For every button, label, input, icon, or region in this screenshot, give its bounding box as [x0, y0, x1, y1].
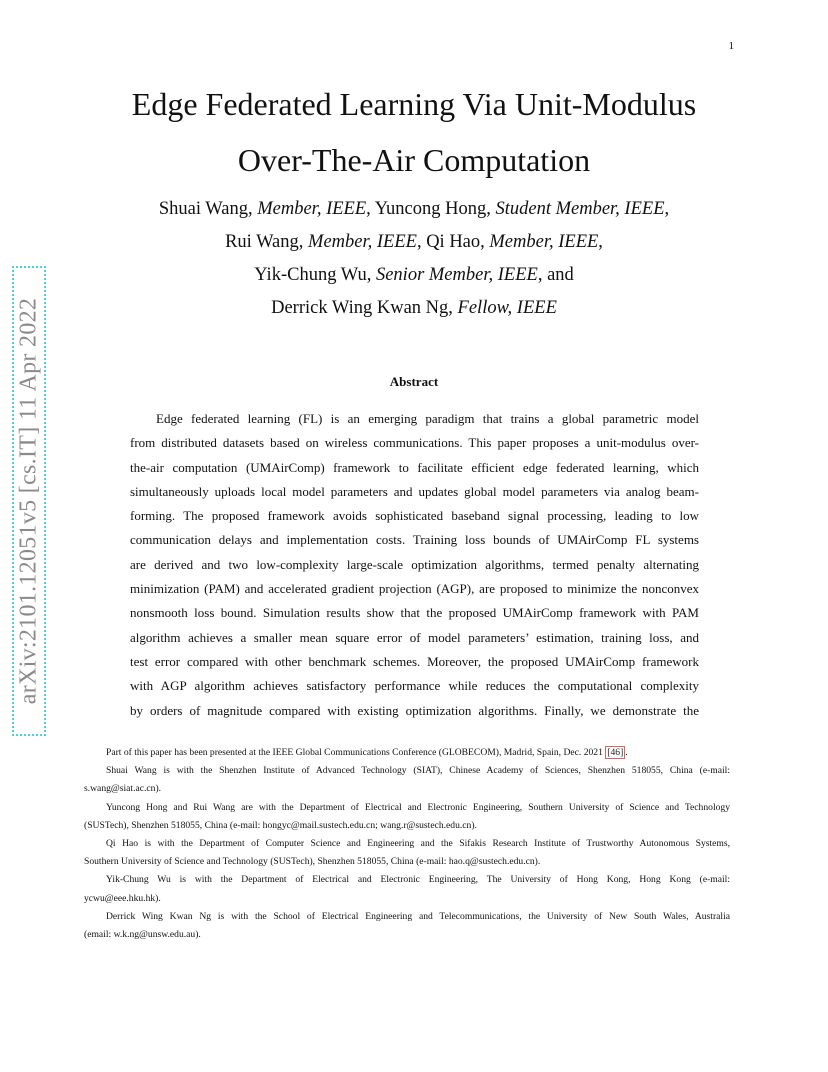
abstract-heading: Abstract — [389, 374, 439, 389]
footnote-line: ycwu@eee.hku.hk). — [84, 892, 161, 904]
abstract-line: are derived and two low-complexity large-scale optimization algorithms, termed penalty alternating — [130, 556, 699, 572]
author-line-3 — [60, 259, 768, 292]
abstract-line: with AGP algorithm achieves satisfactory performance while reduces the computational complexity — [130, 678, 699, 694]
citation-link[interactable]: [46] — [607, 747, 624, 758]
abstract-line: Edge federated learning (FL) is an emerging paradigm that trains a global parametric model — [156, 411, 699, 426]
abstract-line: by orders of magnitude compared with existing optimization algorithms. Finally, we demonstrate the — [130, 702, 699, 718]
abstract-line: minimization (PAM) and accelerated gradient projection (AGP), are proposed to minimize the nonconvex — [130, 581, 699, 597]
author-separator: , — [664, 199, 670, 219]
abstract-line: simultaneously uploads local model parameters and updates global model parameters via analog beam- — [130, 483, 699, 499]
author-role: Member, IEEE — [308, 232, 417, 252]
author-separator: , — [598, 232, 603, 252]
footnote-line — [84, 744, 730, 762]
author-role: Member, IEEE — [489, 232, 599, 252]
footnote-line: Derrick Wing Kwan Ng is with the School of Electrical Engineering and Telecommunications, the University of New South Wales, Australia — [106, 910, 730, 922]
abstract-line: test error compared with other benchmark schemes. Moreover, the proposed UMAirComp framework — [130, 653, 699, 669]
footnote-affiliation-hong-wang — [84, 799, 730, 835]
footnote-line: (SUSTech), Shenzhen 518055, China (e-mail: hongyc@mail.sustech.edu.cn; wang.r@sustech.edu.cn). — [84, 819, 477, 831]
footnote-conference — [84, 744, 730, 762]
paper-title — [60, 76, 768, 188]
footnote-affiliation-wu — [84, 871, 730, 907]
author-line-4 — [60, 292, 768, 325]
footnotes — [84, 744, 730, 944]
abstract-line: communication delays and implementation costs. Training loss bounds of UMAirComp FL systems — [130, 532, 699, 548]
author-role: Student Member, IEEE — [495, 199, 665, 219]
author-role: Senior Member, IEEE — [375, 265, 538, 285]
abstract-line: from distributed datasets based on wireless communications. This paper proposes a unit-modulus over- — [130, 435, 699, 451]
footnote-text: Part of this paper has been presented at the IEEE Global Communications Conference (GLOBECOM), Madrid, Spain, Dec. 2021 — [106, 747, 606, 758]
footnote-line: Qi Hao is with the Department of Computer Science and Engineering and the Sifakis Research Institute of Trustworthy Autonomous Systems, — [106, 838, 730, 850]
author-name: , Yuncong Hong, — [366, 199, 496, 219]
author-separator: , and — [537, 265, 574, 285]
abstract-line: algorithm achieves a smaller mean square error of model parameters’ estimation, training loss, and — [130, 629, 699, 645]
author-name: Rui Wang, — [225, 232, 309, 252]
abstract-line: the-air computation (UMAirComp) framework to facilitate efficient edge federated learning, which — [130, 459, 699, 475]
footnote-line: Shuai Wang is with the Shenzhen Institute of Advanced Technology (SIAT), Chinese Academy of Sciences, Shenzhen 518055, China (e-mail: — [106, 765, 730, 777]
footnote-period: . — [625, 747, 628, 758]
footnote-line: Southern University of Science and Technology (SUSTech), Shenzhen 518055, China (e-mail: hao.q@sustech.edu.cn). — [84, 856, 541, 868]
title-line-2: Over-The-Air Computation — [237, 142, 591, 178]
author-name: , Qi Hao, — [416, 232, 490, 252]
footnote-line: Yuncong Hong and Rui Wang are with the Department of Electrical and Electronic Engineering, Southern University of Science and Technology — [106, 801, 730, 813]
title-line-1: Edge Federated Learning Via Unit-Modulus — [131, 86, 697, 122]
abstract-line: forming. The proposed framework avoids sophisticated baseband signal processing, leading to low — [130, 508, 699, 524]
author-line-1 — [60, 193, 768, 226]
footnote-line: (email: w.k.ng@unsw.edu.au). — [84, 929, 201, 941]
footnote-affiliation-ng — [84, 908, 730, 944]
author-role: Member, IEEE — [257, 199, 367, 219]
author-role: Fellow, IEEE — [457, 298, 557, 318]
footnote-affiliation-wang — [84, 762, 730, 798]
page-number: 1 — [728, 40, 734, 52]
abstract-line: nonsmooth loss bound. Simulation results show that the proposed UMAirComp framework with PAM — [130, 605, 699, 621]
footnote-line: s.wang@siat.ac.cn). — [84, 783, 162, 795]
author-name: Derrick Wing Kwan Ng, — [271, 298, 458, 318]
footnote-affiliation-hao — [84, 835, 730, 871]
footnote-line: Yik-Chung Wu is with the Department of Electrical and Electronic Engineering, The University of Hong Kong, Hong Kong (e-mail: — [106, 874, 730, 886]
author-list — [60, 193, 768, 325]
author-line-2 — [60, 226, 768, 259]
abstract-body — [130, 407, 699, 723]
arxiv-stamp: arXiv:2101.12051v5 [cs.IT] 11 Apr 2022 — [15, 297, 42, 705]
author-name: Shuai Wang, — [158, 199, 258, 219]
author-name: Yik-Chung Wu, — [254, 265, 376, 285]
